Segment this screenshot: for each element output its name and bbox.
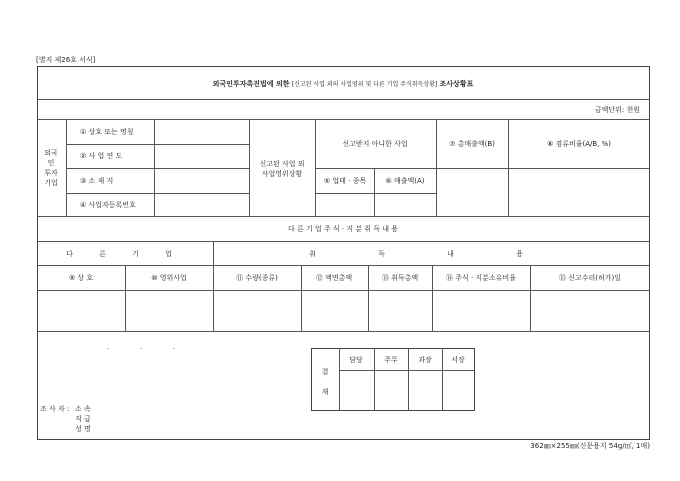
form-title [213, 80, 474, 89]
approval-label-bottom: 재 [321, 388, 329, 396]
date-dot: . [140, 343, 143, 351]
business-type-label: ⑤ 업태 · 종목 [323, 177, 367, 185]
item-registration-number: ④ 사업자등록번호 [80, 201, 136, 209]
label-line: 기업 [44, 179, 58, 187]
inspector-name: 성 명 [75, 425, 91, 433]
col-business: ⑩ 영위사업 [151, 274, 187, 282]
unit-label: 금액단위: 천원 [594, 106, 640, 114]
acquisition-header: 취 득 내 용 [309, 250, 553, 258]
section2-title: 다 른 기 업 주 식 · 지 분 취 득 내 용 [287, 225, 399, 233]
approval-col-chief: 주무 [384, 356, 398, 364]
reported-business-label: 신고된 사업 외 [259, 160, 305, 168]
col-trade-name: ⑨ 상 호 [68, 274, 94, 282]
total-sales-label: ⑦ 총매출액(B) [449, 140, 495, 148]
reported-business-label-2: 사업영위상황 [261, 170, 303, 178]
col-acquisition-total: ⑬ 취득총액 [381, 274, 419, 282]
col-ownership-ratio: ⑭ 주식 · 지분소유비율 [446, 274, 516, 282]
date-dot: . [173, 343, 176, 351]
approval-col-manager: 과장 [418, 356, 432, 364]
other-company-header: 다 른 기 업 [66, 250, 184, 258]
item-location: ③ 소 재 지 [80, 177, 114, 185]
ratio-label: ⑧ 겸류비율(A/B, %) [546, 140, 612, 148]
unreported-business-header: 신고받지 아니한 사업 [342, 140, 408, 148]
title-end: 조사상황표 [439, 80, 474, 88]
paper-spec: 362㎜×255㎜(신문용지 54g/㎡, 1매) [530, 442, 650, 450]
item-trade-name: ① 상호 또는 명칭 [80, 128, 134, 136]
title-sub: [신고된 사업 외의 사업영위 및 다른 기업 주식취득상황] [291, 81, 438, 88]
title-main: 외국인투자촉진법에 의한 [212, 80, 290, 88]
form-number-label: [별지 제26호 서식] [36, 56, 96, 64]
label-line: 인 [47, 159, 55, 167]
inspector-affiliation: 소 속 [75, 405, 91, 413]
sales-a-label: ⑥ 매출액(A) [385, 177, 425, 185]
label-line: 투자 [44, 169, 58, 177]
inspector-rank: 직 급 [75, 415, 91, 423]
date-dot: . [107, 343, 110, 351]
inspector-prefix: 조 사 자 : [40, 405, 70, 413]
col-quantity: ⑪ 수량(종류) [236, 274, 278, 282]
approval-col-director: 서장 [451, 356, 465, 364]
item-business-year: ② 사 업 연 도 [80, 152, 123, 160]
col-approval-date: ⑮ 신고수리(허가)일 [558, 274, 622, 282]
approval-label-top: 결 [321, 368, 329, 376]
col-face-value: ⑫ 액면총액 [315, 274, 353, 282]
foreign-investment-company-label: 외국 [44, 149, 58, 157]
approval-col-staff: 담당 [349, 356, 363, 364]
